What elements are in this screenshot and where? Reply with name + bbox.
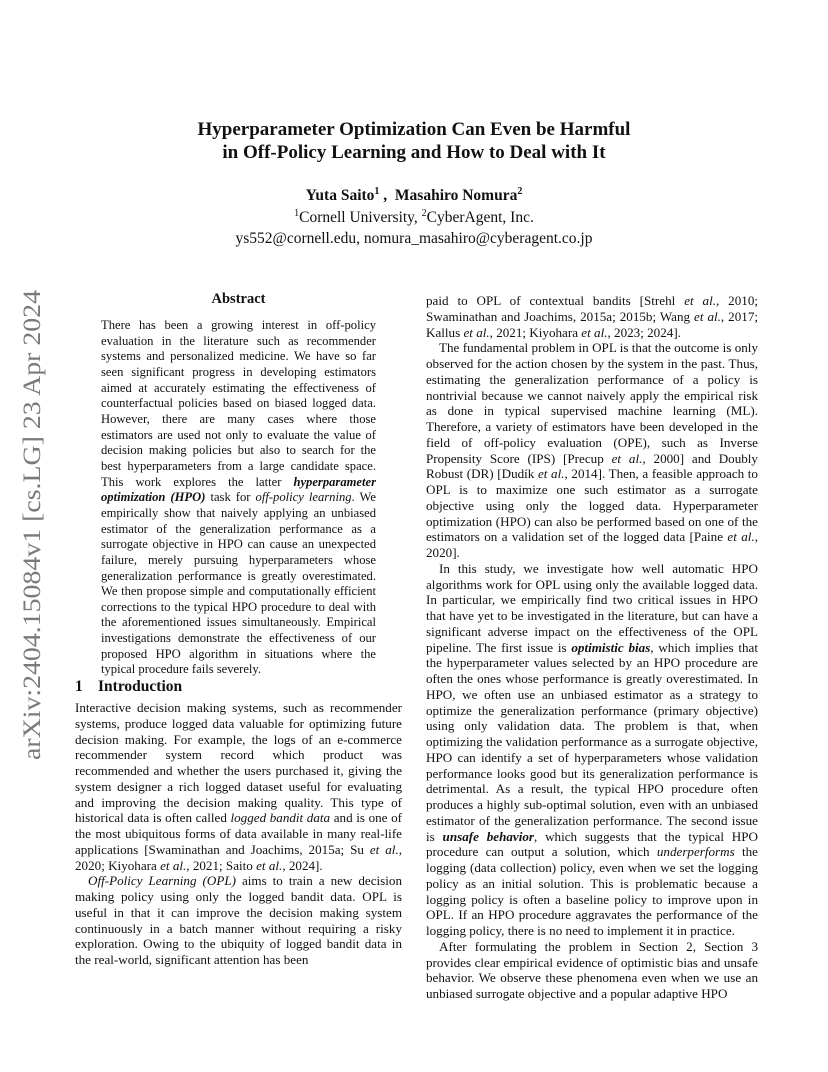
affil-sup-1: 1 (294, 207, 300, 219)
arxiv-stamp (10, 290, 50, 760)
right-paragraph-3: In this study, we investigate how well automatic HPO algorithms work for OPL using only the available logged data. In particular, we empirically find two critical issues in HPO that have yet to be investigated in the literature, but can have a significant adverse impact on the effectiveness of the OPL pipeline. The first issue is optimistic bias, which implies that the hyperparameter values selected by an HPO procedure are often the ones whose performance is greatly overestimated. In HPO, we often use an unbiased estimator as a strategy to optimize the generalization performance (primary objective) using only validation data. The problem is that, when optimizing the validation performance as a surrogate objective, HPO can identify a set of hyperparameters whose validation performance looks good but its generalization performance is detrimental. As a result, the typical HPO procedure often produces a highly sub-optimal solution, even with an unbiased estimator of the generalization performance. The second issue is unsafe behavior, which suggests that the typical HPO procedure can output a solution, which underperforms the logging (data collection) policy, even when we set the logging policy as an initial solution. This is problematic because a logging policy is often a baseline policy to improve upon in OPL. If an HPO procedure aggravates the performance of the logging policy, there is no need to implement it in practice. (426, 560, 759, 938)
intro-paragraph-1: Interactive decision making systems, such as recommender systems, produce logged data valuable for optimizing future decision making. For example, the logs of an e-commerce recommender system record which product was recommended and whether the users purchased it, giving the system designer a rich logged dataset useful for evaluating and improving the decision making quality. This type of historical data is often called logged bandit data and is one of the most ubiquitous forms of data available in many real-life applications [Swaminathan and Joachims, 2015a; Su et al., 2020; Kiyohara et al., 2021; Saito et al., 2024]. (75, 700, 402, 873)
title-line-2: in Off-Policy Learning and How to Deal with It (222, 142, 606, 163)
right-column (426, 293, 758, 1002)
affiliations (0, 207, 828, 249)
author-1-sup: 1 (374, 185, 380, 197)
arxiv-id: arXiv:2404.15084v1 [cs.LG] 23 Apr 2024 (19, 337, 46, 760)
paper-title (0, 118, 828, 164)
author-2: Masahiro Nomura (394, 187, 518, 204)
intro-paragraph-2: Off-Policy Learning (OPL) aims to train a new decision making policy using only the logged bandit data. OPL is useful in that it can improve the decision making system continuously in a batch manner without requiring a risky exploration. Owing to the ubiquity of logged bandit data in the real-world, significant attention has been (75, 873, 402, 967)
author-2-sup: 2 (517, 185, 523, 197)
right-paragraph-2: The fundamental problem in OPL is that the outcome is only observed for the action chosen by the system in the past. Thus, estimating the generalization performance of a policy is nontrivial because we cannot naively apply the empirical risk as done in typical supervised machine learning (ML). Therefore, a variety of estimators have been developed in the field of off-policy evaluation (OPE), such as Inverse Propensity Score (IPS) [Precup et al., 2000] and Doubly Robust (DR) [Dudík et al., 2014]. Then, a feasible approach to OPL is to maximize one such estimator as a surrogate objective using only the logged data. Hyperparameter optimization (HPO) can also be performed based on one of the estimators on a validation set of the logged data [Paine et al., 2020]. (426, 340, 758, 560)
author-separator: , (379, 187, 395, 204)
affiliation-1: Cornell University, (299, 209, 422, 226)
right-paragraph-4: After formulating the problem in Section 2, Section 3 provides clear empirical evidence of optimistic bias and unsafe behavior. We observe these phenomena even when we use an unbiased surrogate objective and a popular adaptive HPO (426, 938, 758, 1001)
abstract-heading: Abstract (211, 291, 266, 307)
author-emails: ys552@cornell.edu, nomura_masahiro@cyberagent.co.jp (235, 230, 593, 247)
authors (0, 186, 828, 206)
section-heading-introduction: 1 Introduction (75, 678, 183, 695)
intro-left-column (75, 700, 402, 968)
affil-sup-2: 2 (421, 207, 427, 219)
title-line-1: Hyperparameter Optimization Can Even be Harmful (197, 119, 631, 140)
right-paragraph-1: paid to OPL of contextual bandits [Strehl et al., 2010; Swaminathan and Joachims, 2015a; 2015b; Wang et al., 2017; Kallus et al., 2021; Kiyohara et al., 2023; 2024]. (426, 293, 758, 340)
author-1: Yuta Saito (305, 187, 375, 204)
abstract-text: There has been a growing interest in off-policy evaluation in the literature such as recommender systems and personalized medicine. We have so far seen significant progress in developing estimators aimed at accurately estimating the effectiveness of counterfactual policies based on biased logged data. However, there are many cases where those estimators are used not only to evaluate the value of decision making policies but also to search for the best hyperparameters from a large candidate space. This work explores the latter hyperparameter optimization (HPO) task for off-policy learning. We empirically show that naively applying an unbiased estimator of the generalization performance as a surrogate objective in HPO can cause an unexpected failure, merely pursuing hyperparameters whose generalization performance is greatly overestimated. We then propose simple and computationally efficient corrections to the typical HPO procedure to deal with the aforementioned issues simultaneously. Empirical investigations demonstrate the effectiveness of our proposed HPO algorithm in situations where the typical procedure fails severely. (101, 318, 376, 677)
affiliation-2: CyberAgent, Inc. (426, 209, 534, 226)
